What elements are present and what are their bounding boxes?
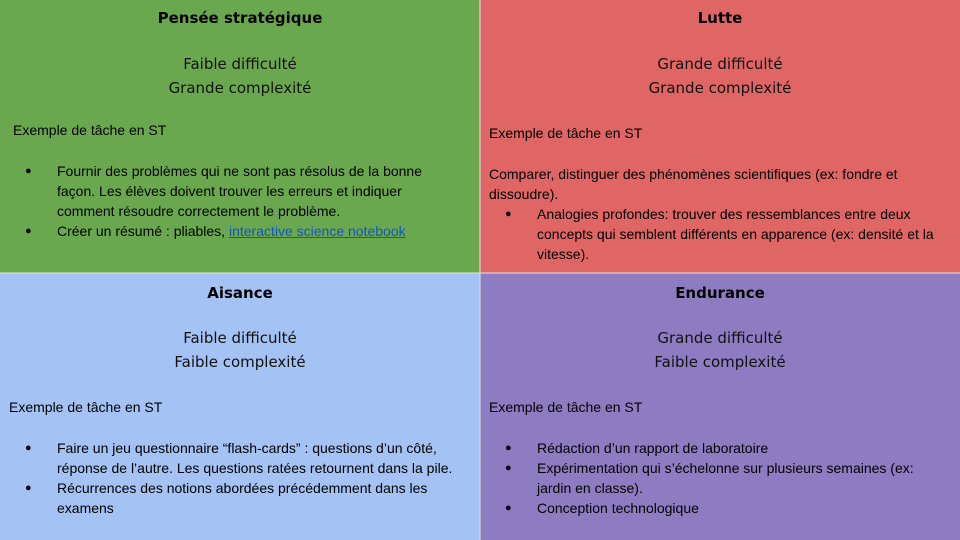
list-item: ● Conception technologique	[505, 498, 945, 518]
list-item: ● Analogies profondes: trouver des ressemblances entre deux concepts qui semblent différents en apparence (ex: densité et la vitesse).	[505, 204, 945, 264]
list-item: ● Expérimentation qui s’échelonne sur plusieurs semaines (ex: jardin en classe).	[505, 458, 945, 498]
quadrant-title: Pensée stratégique	[157, 9, 323, 27]
example-list	[505, 438, 945, 518]
quadrant-strategic-thinking	[0, 0, 480, 273]
example-label: Exemple de tâche en ST	[9, 399, 163, 415]
quadrant-struggle	[480, 0, 960, 273]
quadrant-title: Aisance	[207, 284, 273, 302]
example-paragraph: Comparer, distinguer des phénomènes scientifiques (ex: fondre et dissoudre).	[489, 166, 898, 202]
complexity-line: Faible complexité	[174, 353, 306, 371]
difficulty-line: Grande difficulté	[657, 329, 783, 347]
example-label: Exemple de tâche en ST	[489, 125, 643, 141]
vertical-divider	[479, 0, 481, 540]
example-label: Exemple de tâche en ST	[13, 122, 167, 138]
list-item: ● Fournir des problèmes qui ne sont pas résolus de la bonne façon. Les élèves doivent trouver les erreurs et indiquer comment résoudre correctement le problème.	[25, 161, 455, 221]
list-item: ● Rédaction d’un rapport de laboratoire	[505, 438, 945, 458]
difficulty-line: Faible difficulté	[183, 329, 297, 347]
example-list	[25, 438, 475, 518]
complexity-line: Grande complexité	[168, 79, 312, 97]
quadrant-title: Lutte	[697, 9, 743, 27]
list-item: ● Récurrences des notions abordées précédemment dans les examens	[25, 478, 475, 518]
interactive-notebook-link[interactable]: interactive science notebook	[228, 223, 406, 239]
list-item	[25, 221, 455, 241]
quadrant-ease	[0, 273, 480, 540]
horizontal-divider	[0, 272, 960, 274]
complexity-line: Faible complexité	[654, 353, 786, 371]
example-list	[505, 204, 945, 264]
complexity-line: Grande complexité	[648, 79, 792, 97]
quadrant-title: Endurance	[675, 284, 765, 302]
list-item-text: Créer un résumé : pliables,	[57, 223, 229, 239]
list-item: ● Faire un jeu questionnaire “flash-cards” : questions d’un côté, réponse de l’autre. Les questions ratées retournent dans la pile.	[25, 438, 475, 478]
quadrant-endurance	[480, 273, 960, 540]
difficulty-line: Faible difficulté	[183, 55, 297, 73]
example-list	[25, 161, 455, 241]
difficulty-line: Grande difficulté	[657, 55, 783, 73]
example-label: Exemple de tâche en ST	[489, 399, 643, 415]
